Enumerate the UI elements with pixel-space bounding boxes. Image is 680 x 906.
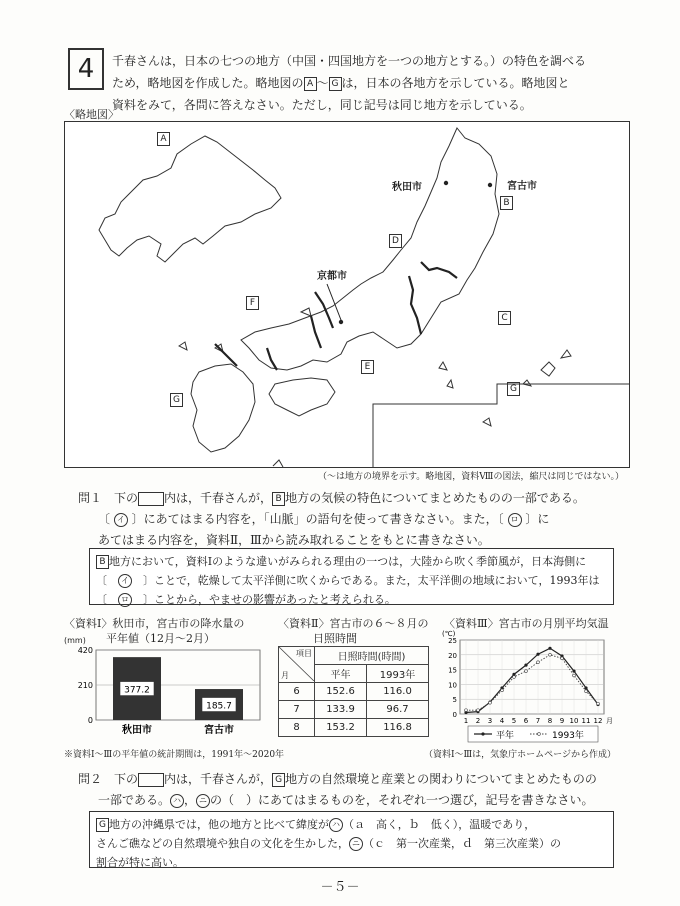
- label-box-g: G: [329, 77, 342, 91]
- table-row: [279, 701, 429, 719]
- q1-bracket-open-1: 〔: [98, 512, 111, 526]
- map-label-g-main: G: [170, 393, 183, 407]
- row-1993: 96.7: [367, 701, 429, 719]
- legend-point-normal: [481, 732, 484, 735]
- q2-box-line3: 割合が特に高い。: [96, 856, 184, 869]
- x-tick-label: 12: [593, 717, 603, 725]
- row-normal: 152.6: [315, 683, 367, 701]
- y-tick-label: 420: [77, 646, 93, 655]
- q2-line1a: 下の: [114, 772, 139, 786]
- q1-box-line3: 〕ことから，やませの影響があったと考えられる。: [143, 593, 396, 606]
- map-note: （〜は地方の境界を示す。略地図，資料Ⅷの図法，縮尺は同じではない。）: [318, 472, 624, 482]
- q1-box-line2: 〕ことで，乾燥して太平洋側に吹くからである。また，太平洋側の地域において，1993年は: [143, 574, 600, 587]
- point-normal: [536, 653, 539, 656]
- point-1993: [585, 690, 588, 693]
- x-unit: 月: [606, 717, 613, 725]
- map-title: 〈略地図〉: [64, 108, 119, 121]
- point-1993: [597, 702, 600, 705]
- intro-tilde: ～: [316, 76, 329, 90]
- point-1993: [573, 674, 576, 677]
- material2-title-2: 日照時間: [313, 632, 357, 645]
- city-kyoto: 京都市: [317, 271, 347, 282]
- intro-line-3: 資料をみて，各問に答えなさい。ただし，同じ記号は同じ地方を示している。: [112, 98, 532, 112]
- q2-line2c: の（ ）にあてはまるものを，それぞれ一つ選び，記号を書きなさい。: [210, 793, 594, 807]
- page-number: －５－: [320, 880, 360, 895]
- q2-box-line2a: さんご礁などの自然環境や独自の文化を生かした，: [96, 837, 349, 850]
- mark-i: イ: [114, 513, 128, 527]
- point-normal: [548, 647, 551, 650]
- header-1993: 1993年: [367, 665, 429, 683]
- y-tick-label: 0: [452, 711, 457, 719]
- miyako-dot: [488, 183, 492, 187]
- sketch-map: [64, 121, 630, 468]
- q1-line1b: 内は，千春さんが，: [164, 491, 273, 505]
- point-1993: [477, 709, 480, 712]
- x-tick-label: 8: [547, 717, 553, 725]
- x-tick-label: 7: [535, 717, 541, 725]
- shikoku-outline: [269, 378, 335, 416]
- table-row: [279, 719, 429, 737]
- point-1993: [525, 670, 528, 673]
- x-tick-label: 9: [559, 717, 565, 725]
- city-akita: 秋田市: [392, 182, 422, 193]
- q2-label-g: G: [272, 773, 285, 787]
- q2-box-line1a: 地方の沖縄県では，他の地方と比べて緯度が: [109, 818, 329, 831]
- point-1993: [549, 653, 552, 656]
- y-tick-label: 15: [448, 666, 457, 675]
- point-normal: [572, 669, 575, 672]
- q1-line2c: 〕に: [525, 512, 550, 526]
- q1-line1c: 地方の気候の特色についてまとめたものの一部である。: [285, 491, 585, 505]
- question-number: 4: [68, 48, 104, 90]
- x-tick-label: 3: [487, 717, 493, 725]
- mark-ni: ニ: [196, 794, 210, 808]
- q1-blank-box: [138, 492, 164, 506]
- mark-ha: ハ: [170, 794, 184, 808]
- boundary-kyushu-chugoku: [215, 344, 237, 366]
- point-1993: [501, 689, 504, 692]
- point-1993: [489, 701, 492, 704]
- q2-box-line2b: （ｃ 第一次産業，ｄ 第三次産業）の: [363, 837, 561, 850]
- x-tick-label: 5: [511, 717, 517, 725]
- row-month: 6: [279, 683, 315, 701]
- label-box-a: A: [304, 77, 317, 91]
- sunshine-table: [278, 646, 429, 737]
- point-1993: [561, 657, 564, 660]
- series-line-1993: [466, 655, 598, 710]
- plot-frame: [460, 640, 604, 714]
- japan-map-drawing: [65, 122, 629, 467]
- y-tick-label: 25: [448, 637, 457, 645]
- q2-line1b: 内は，千春さんが，: [164, 772, 273, 786]
- material3-title: 〈資料Ⅲ〉宮古市の月別平均気温: [444, 617, 609, 630]
- legend-label-1993: 1993年: [552, 731, 584, 741]
- point-normal: [524, 664, 527, 667]
- legend-label-normal: 平年: [496, 731, 515, 741]
- map-label-c: C: [498, 311, 511, 325]
- map-label-g-inset: G: [507, 382, 520, 396]
- q2-line2b: ，: [184, 793, 197, 807]
- q1-box-bracket-1: 〔: [96, 574, 107, 587]
- q1-label-b: B: [272, 492, 285, 506]
- intro-line-1: 千春さんは，日本の七つの地方（中国・四国地方を一つの地方とする。）の特色を調べる: [112, 54, 587, 68]
- row-1993: 116.0: [367, 683, 429, 701]
- honshu-outline: [241, 128, 499, 370]
- material2-title-1: 〈資料Ⅱ〉宮古市の６～８月の: [278, 617, 429, 630]
- kyoto-leader: [327, 284, 341, 320]
- q2-blank-box: [138, 773, 164, 787]
- q1-box-label-b: B: [96, 555, 109, 569]
- hokkaido-outline: [99, 136, 281, 262]
- material1-title-1: 〈資料Ⅰ〉秋田市，宮古市の降水量の: [64, 617, 245, 630]
- map-label-d: D: [389, 234, 402, 248]
- city-miyako: 宮古市: [507, 181, 537, 192]
- map-label-b: B: [500, 196, 513, 210]
- table-corner-cell: [279, 647, 315, 683]
- intro-line-2b: は，日本の各地方を示している。略地図と: [341, 76, 570, 90]
- row-normal: 133.9: [315, 701, 367, 719]
- intro-text: [112, 50, 632, 116]
- row-month: 8: [279, 719, 315, 737]
- box-mark-ni: ニ: [349, 837, 363, 851]
- header-sunshine: 日照時間(時間): [315, 647, 429, 665]
- row-normal: 153.2: [315, 719, 367, 737]
- y-tick-label: 0: [87, 716, 93, 725]
- material1-chart: [64, 642, 264, 740]
- x-tick-label: 11: [581, 717, 591, 725]
- x-tick-label: 1: [463, 717, 469, 725]
- intro-line-2a: ため，略地図を作成した。略地図の: [112, 76, 304, 90]
- point-1993: [465, 709, 468, 712]
- box-mark-ha: ハ: [329, 818, 343, 832]
- q2-summary-box: [89, 811, 614, 868]
- y-tick-label: 10: [448, 681, 457, 690]
- boundary-kinki-east: [311, 316, 321, 348]
- precip-bar-chart: [64, 642, 264, 740]
- series-line-normal: [466, 648, 598, 712]
- q1-line3: あてはまる内容を，資料Ⅱ，Ⅲから読み取れることをもとに書きなさい。: [98, 533, 490, 547]
- y-tick-label: 210: [77, 681, 93, 690]
- q1-box-line1: 地方において，資料Ⅰのような違いがみられる理由の一つは，大陸から吹く季節風が，日本海側に: [109, 555, 587, 568]
- legend-point-1993: [538, 733, 541, 736]
- category-label: 秋田市: [122, 725, 152, 736]
- q2-line2a: 一部である。: [98, 793, 171, 807]
- header-item: 項目: [296, 649, 312, 658]
- akita-dot: [444, 181, 448, 185]
- y-tick-label: 20: [448, 651, 457, 660]
- material1-title-2: 平年値（12月～2月）: [106, 632, 215, 645]
- map-label-f: F: [246, 296, 259, 310]
- map-label-a: A: [157, 132, 170, 146]
- point-1993: [537, 661, 540, 664]
- header-normal: 平年: [315, 665, 367, 683]
- box-mark-ro: ロ: [118, 593, 132, 607]
- row-1993: 116.8: [367, 719, 429, 737]
- point-normal: [584, 686, 587, 689]
- mark-ro: ロ: [508, 513, 522, 527]
- category-label: 宮古市: [204, 725, 234, 736]
- okinawa-inset-frame: [373, 384, 629, 467]
- map-label-e: E: [361, 360, 374, 374]
- note-right: （資料Ⅰ～Ⅲは，気象庁ホームページから作成）: [423, 750, 616, 760]
- x-tick-label: 4: [499, 717, 505, 725]
- q1-line2b: 〕にあてはまる内容を，「山脈」の語句を使って書きなさい。また，〔: [131, 512, 504, 526]
- box-mark-i: イ: [118, 574, 132, 588]
- q1-line1a: 下の: [114, 491, 139, 505]
- header-month: 月: [281, 671, 289, 680]
- note-left: ※資料Ⅰ～Ⅲの平年値の統計期間は，1991年～2020年: [64, 750, 285, 760]
- q2-text: [78, 769, 597, 811]
- table-row: [279, 683, 429, 701]
- data-label: 377.2: [124, 685, 150, 696]
- material1-unit: (mm): [64, 636, 86, 645]
- x-tick-label: 10: [569, 717, 579, 725]
- kyoto-dot: [339, 320, 343, 324]
- kyushu-outline: [191, 364, 255, 452]
- x-tick-label: 2: [475, 717, 481, 725]
- q2-line1c: 地方の自然環境と産業との関わりについてまとめたものの: [285, 772, 597, 786]
- q2-label: 問２: [78, 772, 103, 786]
- boundary-chubu-kanto: [409, 276, 421, 334]
- boundary-tohoku-kanto: [421, 262, 457, 278]
- q1-text: [78, 488, 585, 551]
- point-1993: [513, 676, 516, 679]
- data-label: 185.7: [206, 701, 232, 712]
- q2-box-label-g: G: [96, 818, 109, 832]
- q2-box-line1b: （ａ 高く，ｂ 低く），温暖であり，: [343, 818, 536, 831]
- q1-box-bracket-2: 〔: [96, 593, 107, 606]
- x-tick-label: 6: [523, 717, 529, 725]
- y-unit: (℃): [442, 630, 456, 638]
- q1-label: 問１: [78, 491, 103, 505]
- y-tick-label: 5: [452, 696, 457, 705]
- temperature-line-chart: [440, 628, 620, 746]
- q1-summary-box: [89, 548, 614, 605]
- material3-chart: [440, 628, 620, 746]
- okinawa-island: [541, 362, 555, 376]
- row-month: 7: [279, 701, 315, 719]
